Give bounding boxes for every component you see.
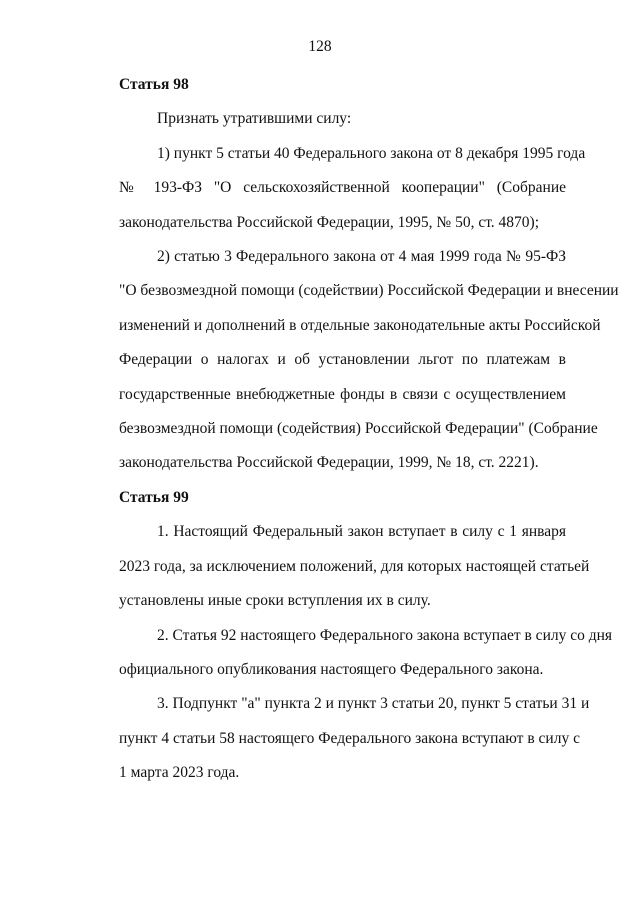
text-line: установлены иные сроки вступления их в силу.	[119, 592, 431, 610]
document-body	[81, 68, 619, 791]
article-98-item-2	[81, 240, 619, 481]
text-line: "О безвозмездной помощи (содействии) Российской Федерации и внесении	[119, 282, 619, 300]
text-line: 1 марта 2023 года.	[119, 764, 240, 782]
text-line: 2. Статья 92 настоящего Федерального закона вступает в силу со дня	[157, 626, 613, 644]
text-line: законодательства Российской Федерации, 1999, № 18, ст. 2221).	[119, 454, 539, 472]
article-98-item-1	[81, 137, 586, 240]
article-98-heading: Статья 98	[119, 76, 189, 93]
article-99-paragraph-2	[81, 619, 613, 688]
text-line: официального опубликования настоящего Федерального закона.	[119, 660, 544, 678]
text-line: 2023 года, за исключением положений, для которых настоящей статьей	[119, 557, 590, 575]
text-line: 2) статью 3 Федерального закона от 4 мая 1999 года № 95-ФЗ	[157, 248, 566, 266]
text-line: законодательства Российской Федерации, 1995, № 50, ст. 4870);	[119, 213, 540, 231]
page-number: 128	[308, 38, 332, 55]
text-line: изменений и дополнений в отдельные законодательные акты Российской	[119, 316, 601, 334]
article-99-heading: Статья 99	[119, 488, 189, 506]
article-98-intro	[81, 102, 566, 136]
text-line: безвозмездной помощи (содействия) Российской Федерации" (Собрание	[119, 420, 598, 438]
text-line: пункт 4 статьи 58 настоящего Федерального закона вступают в силу с	[119, 729, 580, 747]
text-line: государственные внебюджетные фонды в связи с осуществлением	[119, 385, 566, 403]
article-99-paragraph-3	[81, 687, 590, 790]
text-line: № 193-ФЗ "О сельскохозяйственной кооперации" (Собрание	[119, 179, 566, 197]
article-98-intro-text: Признать утратившими силу:	[157, 110, 352, 128]
text-line: 1) пункт 5 статьи 40 Федерального закона от 8 декабря 1995 года	[157, 144, 586, 162]
text-line: Федерации о налогах и об установлении льгот по платежам в	[119, 351, 566, 369]
text-line: 1. Настоящий Федеральный закон вступает в силу с 1 января	[157, 523, 566, 541]
text-line: 3. Подпункт "а" пункта 2 и пункт 3 статьи 20, пункт 5 статьи 31 и	[157, 695, 590, 713]
article-99-paragraph-1	[81, 515, 590, 618]
